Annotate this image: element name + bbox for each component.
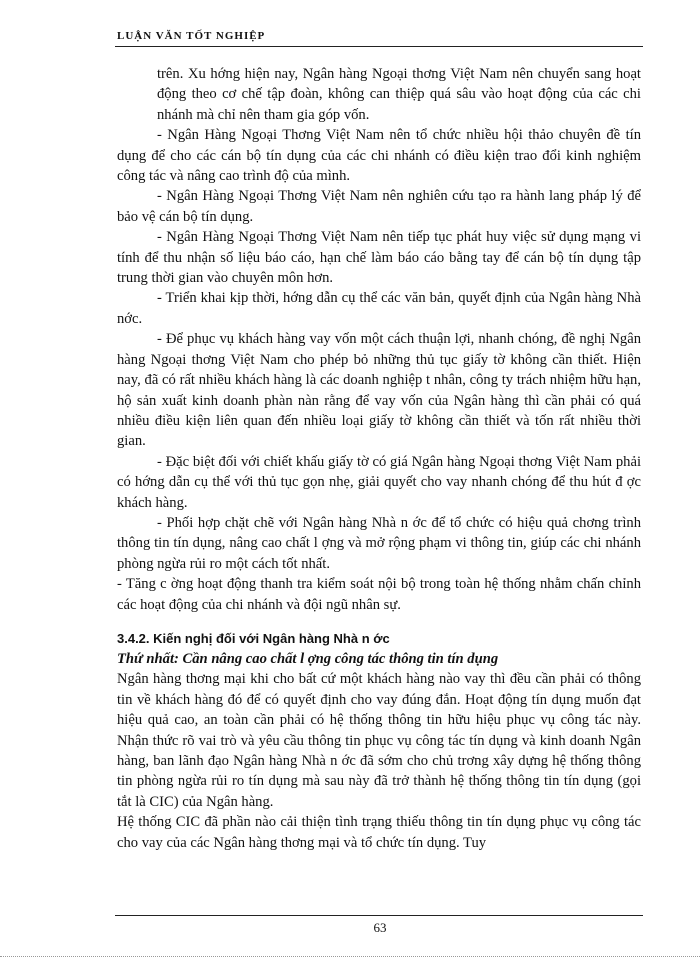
page-body: [117, 64, 641, 853]
paragraph: trên. Xu hớng hiện nay, Ngân hàng Ngoại thơng Việt Nam nên chuyển sang hoạt động theo cơ chế tập đoàn, không can thiệp quá sâu vào hoạt động của các chi nhánh mà chỉ nên tham gia góp vốn.: [157, 66, 641, 123]
running-header: LUẬN VĂN TỐT NGHIỆP: [117, 30, 266, 42]
paragraph: Ngân hàng thơng mại khi cho bất cứ một khách hàng nào vay thì đều cần phải có thông tin về khách hàng đó để có quyết định cho vay đúng đắn. Hoạt động tín dụng muốn đạt hiệu quả cao, an toàn cần phải có hệ thống thông tin hữu hiệu phục vụ công tác này. Nhận thức rõ vai trò và yêu cầu thông tin phục vụ công tác tín dụng và kinh doanh Ngân hàng, ban lãnh đạo Ngân hàng Nhà n ớc đã sớm cho chủ trơng xây dựng hệ thống thông tin phòng ngừa rủi ro tín dụng mà sau này đã trở thành hệ thống thông tin tín dụng (gọi tắt là CIC) của Ngân hàng.: [117, 671, 641, 810]
paragraph: - Triển khai kịp thời, hớng dẫn cụ thể các văn bản, quyết định của Ngân hàng Nhà nớc.: [117, 290, 641, 327]
paragraph: - Tăng c ờng hoạt động thanh tra kiểm soát nội bộ trong toàn hệ thống nhằm chấn chỉnh các hoạt động của chi nhánh và đội ngũ nhân sự.: [117, 576, 641, 613]
paragraph: - Ngân Hàng Ngoại Thơng Việt Nam nên nghiên cứu tạo ra hành lang pháp lý để bảo vệ cán bộ tín dụng.: [117, 188, 641, 225]
sub-heading-text: : Cần nâng cao chất l ợng công tác thông tin tín dụng: [174, 650, 499, 667]
paragraph: - Đặc biệt đối với chiết khấu giấy tờ có giá Ngân hàng Ngoại thơng Việt Nam phải có hớng dẫn cụ thể với thủ tục gọn nhẹ, giải quyết cho vay nhanh chóng để thu hút đ ợc khách hàng.: [117, 453, 641, 511]
header-rule: [115, 46, 643, 47]
sub-heading: [117, 649, 641, 669]
paragraph: Hệ thống CIC đã phần nào cải thiện tình trạng thiếu thông tin tín dụng phục vụ công tác cho vay của các Ngân hàng thơng mại và tổ chức tín dụng. Tuy: [117, 814, 641, 851]
sub-heading-label: Thứ nhất: [117, 650, 175, 667]
page-edge-dotted-line: [0, 956, 700, 957]
paragraph: - Phối hợp chặt chẽ với Ngân hàng Nhà n ớc để tổ chức có hiệu quả chơng trình thông tin tín dụng, nâng cao chất l ợng và mở rộng phạm vi thông tin, giúp các chi nhánh phòng ngừa rủi ro một cách tốt nhất.: [117, 514, 641, 572]
section-heading: 3.4.2. Kiến nghị đối với Ngân hàng Nhà n ớc: [117, 630, 390, 646]
paragraph: - Để phục vụ khách hàng vay vốn một cách thuận lợi, nhanh chóng, đề nghị Ngân hàng Ngoại thơng Việt Nam cho phép bỏ những thủ tục giấy tờ không cần thiết. Hiện nay, đã có rất nhiều khách hàng là các doanh nghiệp t nhân, công ty trách nhiệm hữu hạn, hộ sản xuất kinh doanh phàn nàn rằng để vay vốn của Ngân hàng thì cần phải có quá nhiều điều kiện liên quan đến nhiều loại giấy tờ không cần thiết và tốn rất nhiều thời gian.: [117, 331, 641, 450]
footer-rule: [115, 915, 643, 916]
paragraph: - Ngân Hàng Ngoại Thơng Việt Nam nên tiếp tục phát huy việc sử dụng mạng vi tính để thu nhận số liệu báo cáo, hạn chế làm báo cáo bằng tay để cán bộ tín dụng tập trung thời gian vào chuyên môn hơn.: [117, 229, 641, 287]
page-number: 63: [373, 920, 387, 935]
paragraph: - Ngân Hàng Ngoại Thơng Việt Nam nên tổ chức nhiều hội thảo chuyên đề tín dụng để cho các cán bộ tín dụng của các chi nhánh có điều kiện trao đổi kinh nghiệm công tác và nâng cao trình độ của mình.: [117, 127, 641, 185]
